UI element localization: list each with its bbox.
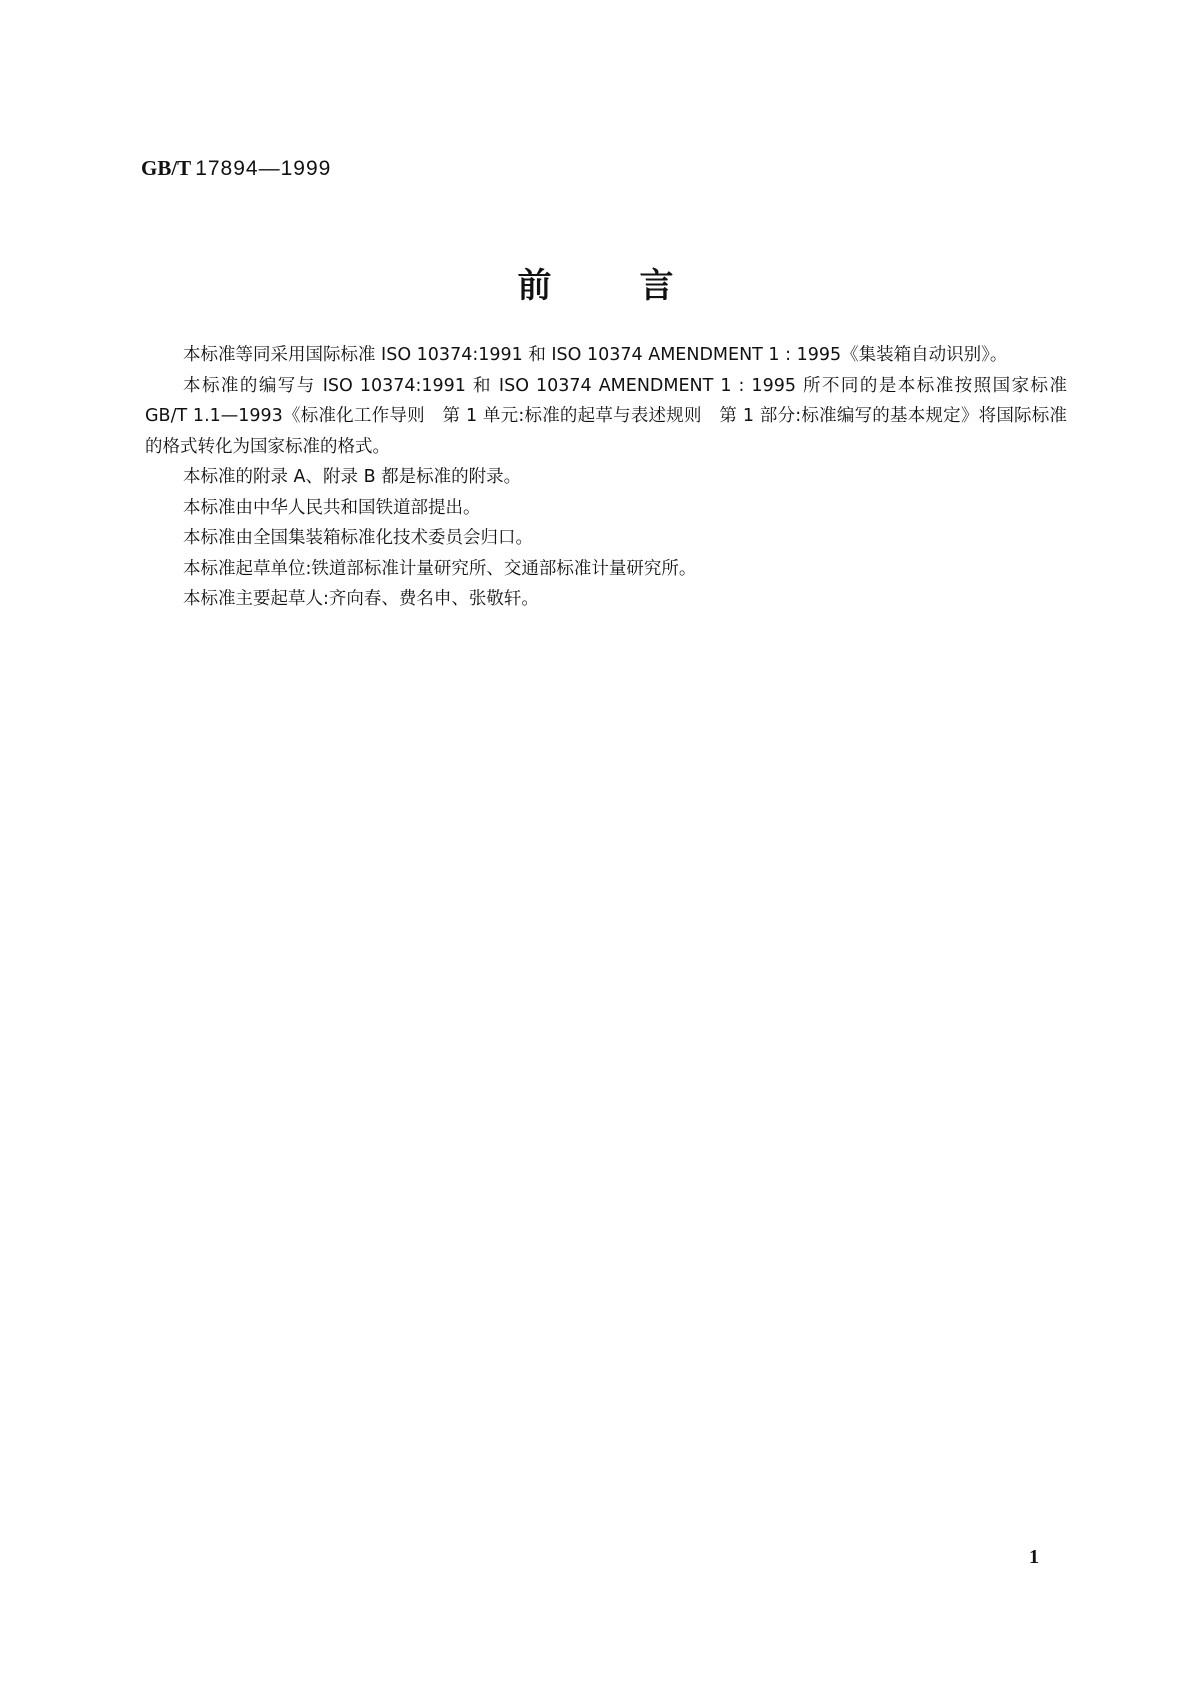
paragraph-drafters: 本标准主要起草人:齐向春、费名申、张敬轩。: [183, 589, 539, 609]
page-title: 前言: [517, 266, 762, 306]
paragraph-committee: 本标准由全国集装箱标准化技术委员会归口。: [183, 528, 533, 548]
paragraph-drafting-units: 本标准起草单位:铁道部标准计量研究所、交通部标准计量研究所。: [183, 558, 697, 579]
paragraph-annexes: 本标准的附录 A、附录 B 都是标准的附录。: [183, 467, 522, 487]
paragraph-differences: 本标准的编写与 ISO 10374:1991 和 ISO 10374 AMENDMENT 1 : 1995 所不同的是本标准按照国家标准 GB/T 1.1—1993《标准化工作导则 第 1 单元:标准的起草与表述规则 第 1 部分:标准编写的基本规定》将国际标准的格式转化为国家标准的格式。: [145, 375, 1067, 457]
standard-prefix: GB/T: [141, 156, 192, 180]
paragraph-proposer: 本标准由中华人民共和国铁道部提出。: [183, 497, 481, 518]
page-number: 1: [1029, 1546, 1039, 1568]
standard-number: [141, 156, 331, 181]
foreword-body: [145, 340, 1067, 615]
paragraph-adoption: 本标准等同采用国际标准 ISO 10374:1991 和 ISO 10374 AMENDMENT 1 : 1995《集装箱自动识别》。: [183, 345, 1008, 365]
standard-code: 17894—1999: [195, 157, 332, 180]
